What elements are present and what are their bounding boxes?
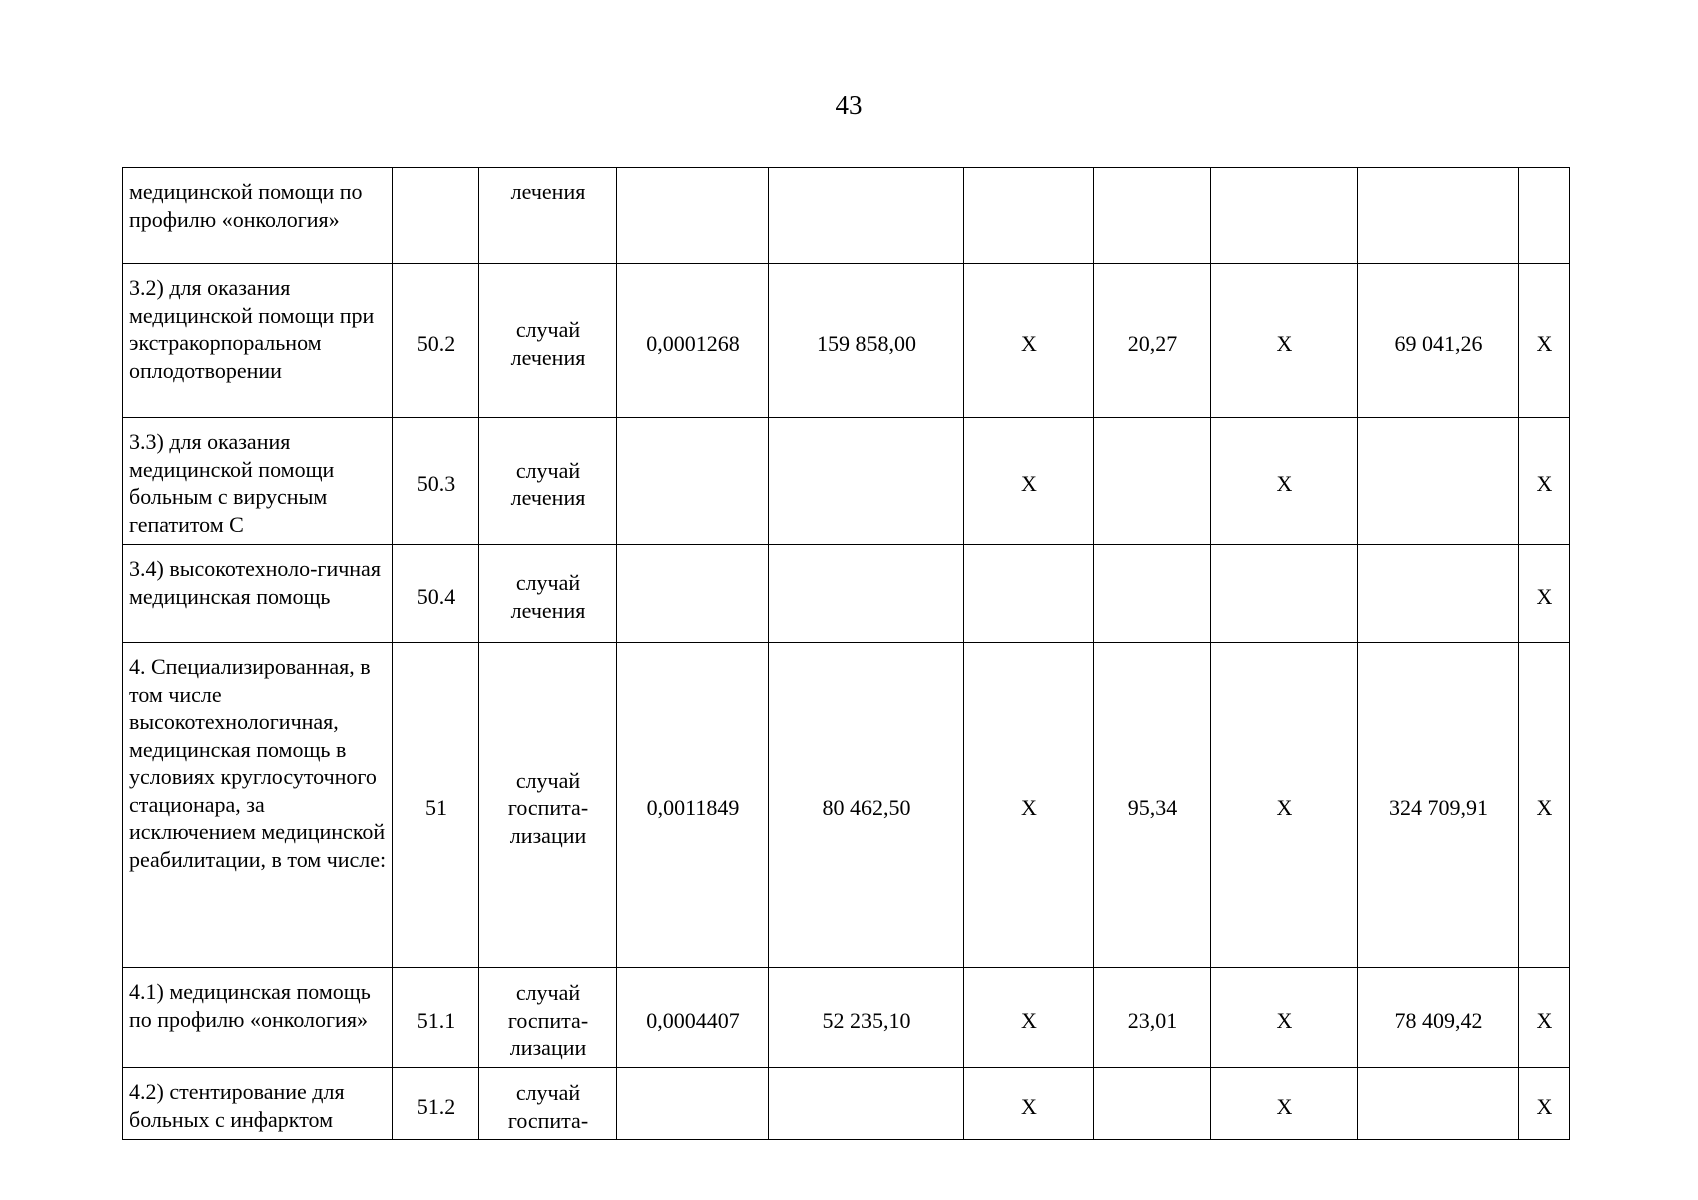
table-row [123, 643, 1570, 968]
row-col7-cell [1094, 1068, 1211, 1140]
row-col6-cell: X [964, 968, 1094, 1068]
row-name-cell: медицинской помощи по профилю «онкология» [123, 168, 393, 264]
row-col6-cell [964, 545, 1094, 643]
row-col8-cell: X [1211, 1068, 1358, 1140]
row-name-cell: 4.2) стентирование для больных с инфарктом [123, 1068, 393, 1140]
row-col4-cell [617, 168, 769, 264]
row-code-cell: 50.3 [393, 418, 479, 545]
row-name-cell: 3.2) для оказания медицинской помощи при экстракорпоральном оплодотворении [123, 264, 393, 418]
row-col10-cell: X [1519, 643, 1570, 968]
row-unit-cell: случай госпита- лизации [479, 643, 617, 968]
row-col8-cell: X [1211, 643, 1358, 968]
row-unit-cell: случай госпита- [479, 1068, 617, 1140]
row-name-cell: 4.1) медицинская помощь по профилю «онкология» [123, 968, 393, 1068]
table-row [123, 1068, 1570, 1140]
row-name-cell: 3.3) для оказания медицинской помощи больным с вирусным гепатитом С [123, 418, 393, 545]
row-name-cell: 3.4) высокотехноло-гичная медицинская помощь [123, 545, 393, 643]
row-col9-cell [1358, 168, 1519, 264]
row-col8-cell [1211, 168, 1358, 264]
row-col5-cell [769, 418, 964, 545]
row-col8-cell: X [1211, 418, 1358, 545]
row-col8-cell [1211, 545, 1358, 643]
data-table [122, 167, 1570, 1140]
row-col4-cell [617, 418, 769, 545]
row-col7-cell: 20,27 [1094, 264, 1211, 418]
row-col7-cell [1094, 168, 1211, 264]
row-unit-cell: случай лечения [479, 418, 617, 545]
row-col9-cell: 78 409,42 [1358, 968, 1519, 1068]
row-name-cell: 4. Специализированная, в том числе высокотехнологичная, медицинская помощь в условиях круглосуточного стационара, за исключением медицинской реабилитации, в том числе: [123, 643, 393, 968]
row-col9-cell [1358, 545, 1519, 643]
row-col5-cell [769, 168, 964, 264]
row-col9-cell [1358, 1068, 1519, 1140]
row-col8-cell: X [1211, 264, 1358, 418]
table-row [123, 168, 1570, 264]
row-unit-cell: лечения [479, 168, 617, 264]
row-col9-cell: 69 041,26 [1358, 264, 1519, 418]
row-unit-cell: случай лечения [479, 264, 617, 418]
row-col7-cell [1094, 418, 1211, 545]
row-col5-cell: 52 235,10 [769, 968, 964, 1068]
table-row [123, 545, 1570, 643]
row-col5-cell: 159 858,00 [769, 264, 964, 418]
row-col10-cell: X [1519, 1068, 1570, 1140]
row-col4-cell [617, 1068, 769, 1140]
table-body [123, 168, 1570, 1140]
row-col6-cell [964, 168, 1094, 264]
page-number: 43 [835, 90, 863, 120]
row-code-cell [393, 168, 479, 264]
row-col4-cell [617, 545, 769, 643]
row-unit-cell: случай лечения [479, 545, 617, 643]
row-code-cell: 51.2 [393, 1068, 479, 1140]
row-col6-cell: X [964, 1068, 1094, 1140]
row-code-cell: 50.2 [393, 264, 479, 418]
row-col4-cell: 0,0001268 [617, 264, 769, 418]
row-col6-cell: X [964, 264, 1094, 418]
row-col5-cell: 80 462,50 [769, 643, 964, 968]
row-col7-cell: 95,34 [1094, 643, 1211, 968]
row-col5-cell [769, 545, 964, 643]
row-col8-cell: X [1211, 968, 1358, 1068]
table-row [123, 418, 1570, 545]
row-col7-cell [1094, 545, 1211, 643]
row-col5-cell [769, 1068, 964, 1140]
row-col4-cell: 0,0011849 [617, 643, 769, 968]
row-col10-cell: X [1519, 264, 1570, 418]
row-col10-cell: X [1519, 968, 1570, 1068]
row-col9-cell: 324 709,91 [1358, 643, 1519, 968]
row-code-cell: 51 [393, 643, 479, 968]
row-col10-cell: X [1519, 545, 1570, 643]
row-col7-cell: 23,01 [1094, 968, 1211, 1068]
row-col10-cell [1519, 168, 1570, 264]
table-row [123, 968, 1570, 1068]
row-col10-cell: X [1519, 418, 1570, 545]
row-col6-cell: X [964, 418, 1094, 545]
row-col6-cell: X [964, 643, 1094, 968]
row-col4-cell: 0,0004407 [617, 968, 769, 1068]
table-row [123, 264, 1570, 418]
row-unit-cell: случай госпита- лизации [479, 968, 617, 1068]
row-code-cell: 50.4 [393, 545, 479, 643]
row-code-cell: 51.1 [393, 968, 479, 1068]
row-col9-cell [1358, 418, 1519, 545]
